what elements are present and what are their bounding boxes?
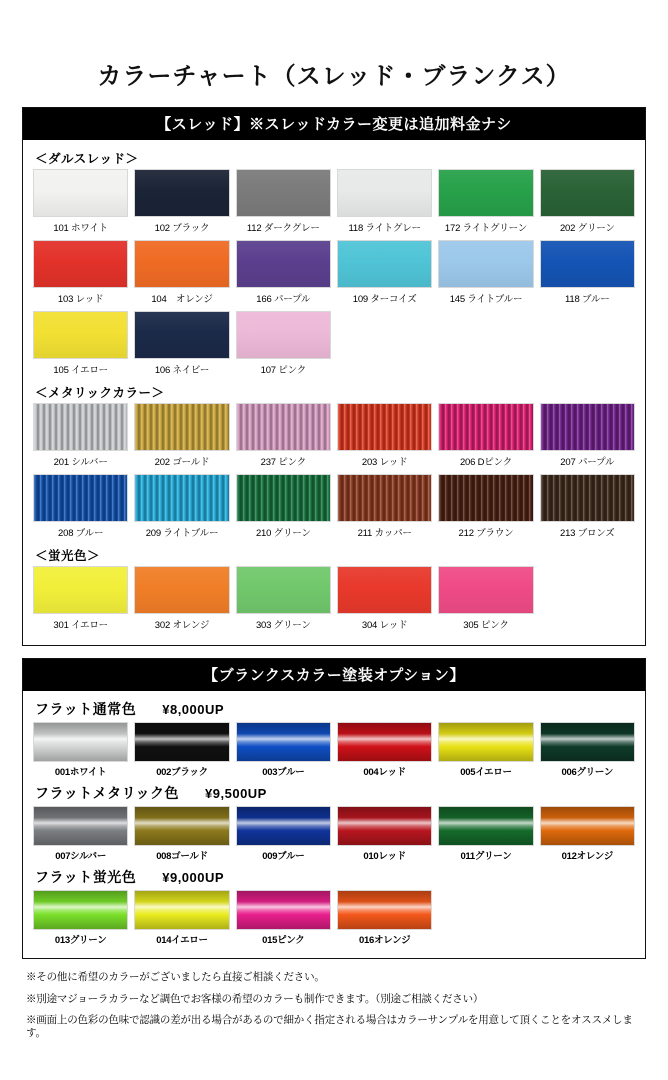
color-caption: 007シルバー — [55, 851, 107, 862]
color-caption: 304 レッド — [361, 620, 408, 631]
color-chip — [134, 240, 229, 288]
color-chip — [134, 806, 229, 846]
color-swatch — [438, 240, 533, 309]
color-swatch — [438, 474, 533, 543]
swatch-spacer — [438, 311, 533, 380]
color-caption: 004レッド — [363, 767, 406, 778]
color-chip — [134, 403, 229, 451]
color-chip — [540, 474, 635, 522]
color-chip — [236, 806, 331, 846]
color-chip — [337, 403, 432, 451]
blank-paint-section-body — [23, 691, 645, 958]
paint-group-name: フラット通常色 — [35, 701, 137, 717]
color-chip — [337, 240, 432, 288]
swatch-row — [33, 169, 635, 238]
color-caption: 010レッド — [363, 851, 406, 862]
color-caption: 210 グリーン — [255, 528, 311, 539]
color-caption: 209 ライトブルー — [145, 528, 219, 539]
color-swatch — [33, 566, 128, 635]
color-swatch — [337, 806, 432, 865]
color-caption: 006グリーン — [561, 767, 614, 778]
color-chip — [236, 890, 331, 930]
color-caption: 301 イエロー — [53, 620, 108, 631]
color-chip — [540, 169, 635, 217]
blank-paint-section — [22, 658, 646, 959]
color-caption: 305 ピンク — [463, 620, 509, 631]
color-chip — [540, 403, 635, 451]
color-chip — [134, 890, 229, 930]
color-caption: 107 ピンク — [260, 365, 307, 376]
color-caption: 009ブルー — [262, 851, 305, 862]
paint-swatch-row — [33, 806, 635, 865]
thread-section-header: 【スレッド】※スレッドカラー変更は追加料金ナシ — [23, 108, 645, 140]
paint-group-label — [35, 867, 635, 887]
color-chip — [337, 806, 432, 846]
group-label: ＜ダルスレッド＞ — [35, 152, 139, 166]
color-swatch — [33, 474, 128, 543]
color-chip — [134, 566, 229, 614]
color-chip — [236, 169, 331, 217]
color-chip — [438, 474, 533, 522]
color-swatch — [134, 311, 229, 380]
swatch-spacer — [540, 566, 635, 635]
color-chip — [337, 474, 432, 522]
color-caption: 008ゴールド — [156, 851, 208, 862]
color-caption: 237 ピンク — [260, 457, 307, 468]
swatch-row — [33, 403, 635, 472]
color-swatch — [540, 169, 635, 238]
color-swatch — [337, 722, 432, 781]
color-caption: 104 オレンジ — [151, 294, 213, 305]
color-chart-page — [0, 56, 668, 1080]
color-swatch — [33, 890, 128, 949]
color-chip — [540, 806, 635, 846]
paint-group-label — [35, 783, 635, 803]
color-caption: 203 レッド — [361, 457, 408, 468]
color-caption: 015ピンク — [262, 935, 305, 946]
color-swatch — [337, 403, 432, 472]
color-swatch — [236, 403, 331, 472]
color-swatch — [134, 806, 229, 865]
color-swatch — [236, 169, 331, 238]
color-swatch — [236, 806, 331, 865]
color-chip — [438, 722, 533, 762]
color-swatch — [438, 806, 533, 865]
paint-swatch-spacer — [438, 890, 533, 949]
color-caption: 012オレンジ — [561, 851, 613, 862]
color-chip — [236, 403, 331, 451]
color-caption: 105 イエロー — [53, 365, 108, 376]
color-swatch — [540, 722, 635, 781]
color-swatch — [438, 403, 533, 472]
paint-group-price: ¥9,500UP — [205, 786, 267, 801]
color-chip — [540, 240, 635, 288]
color-chip — [236, 566, 331, 614]
color-chip — [134, 722, 229, 762]
paint-group-name: フラットメタリック色 — [35, 785, 180, 801]
color-caption: 001ホワイト — [54, 767, 107, 778]
color-caption: 014イエロー — [156, 935, 208, 946]
color-caption: 212 ブラウン — [458, 528, 514, 539]
color-caption: 208 ブルー — [58, 528, 104, 539]
color-swatch — [33, 240, 128, 309]
color-caption: 166 パープル — [256, 294, 311, 305]
color-caption: 303 グリーン — [255, 620, 311, 631]
color-swatch — [438, 566, 533, 635]
color-caption: 118 ブルー — [565, 294, 610, 305]
color-swatch — [438, 169, 533, 238]
color-swatch — [236, 566, 331, 635]
blank-paint-section-header: 【ブランクスカラー塗装オプション】 — [23, 659, 645, 691]
color-swatch — [33, 403, 128, 472]
color-caption: 112 ダークグレー — [246, 223, 320, 234]
note-text: ※その他に希望のカラーがございましたら直接ご相談ください。 — [26, 971, 325, 983]
color-swatch — [236, 240, 331, 309]
color-chip — [33, 403, 128, 451]
swatch-row — [33, 311, 635, 380]
swatch-row — [33, 474, 635, 543]
color-chip — [134, 311, 229, 359]
color-swatch — [33, 806, 128, 865]
color-caption: 103 レッド — [57, 294, 104, 305]
color-swatch — [134, 722, 229, 781]
color-caption: 201 シルバー — [53, 457, 108, 468]
color-caption: 211 カッパー — [357, 528, 412, 539]
paint-swatch-row — [33, 722, 635, 781]
color-caption: 172 ライトグリーン — [444, 223, 528, 234]
color-swatch — [337, 169, 432, 238]
color-swatch — [337, 240, 432, 309]
paint-group-price: ¥8,000UP — [162, 702, 225, 717]
paint-group-price: ¥9,000UP — [162, 870, 225, 885]
thread-section-body — [23, 140, 645, 645]
color-swatch — [134, 240, 229, 309]
color-chip — [33, 311, 128, 359]
color-chip — [33, 240, 128, 288]
color-chip — [337, 169, 432, 217]
color-caption: 106 ネイビー — [154, 365, 210, 376]
color-chip — [337, 722, 432, 762]
color-chip — [438, 566, 533, 614]
color-chip — [337, 890, 432, 930]
color-chip — [438, 806, 533, 846]
color-caption: 003ブルー — [262, 767, 305, 778]
color-swatch — [134, 566, 229, 635]
color-swatch — [337, 566, 432, 635]
color-chip — [438, 169, 533, 217]
color-swatch — [236, 722, 331, 781]
color-swatch — [134, 474, 229, 543]
color-swatch — [540, 240, 635, 309]
color-swatch — [33, 311, 128, 380]
color-caption: 005イエロー — [460, 767, 512, 778]
color-chip — [540, 722, 635, 762]
notes-list — [26, 971, 642, 1039]
group-label: ＜メタリックカラー＞ — [35, 386, 165, 400]
color-chip — [134, 169, 229, 217]
color-chip — [236, 311, 331, 359]
color-chip — [33, 474, 128, 522]
color-caption: 002ブラック — [156, 767, 208, 778]
paint-swatch-spacer — [540, 890, 635, 949]
swatch-row — [33, 566, 635, 635]
color-swatch — [540, 806, 635, 865]
color-caption: 145 ライトブルー — [449, 294, 523, 305]
color-swatch — [134, 169, 229, 238]
color-swatch — [134, 890, 229, 949]
color-caption: 102 ブラック — [154, 223, 210, 234]
color-chip — [33, 806, 128, 846]
color-chip — [236, 722, 331, 762]
color-swatch — [540, 474, 635, 543]
color-chip — [33, 890, 128, 930]
color-swatch — [236, 474, 331, 543]
color-chip — [236, 474, 331, 522]
color-swatch — [134, 403, 229, 472]
color-caption: 013グリーン — [54, 935, 107, 946]
color-caption: 101 ホワイト — [53, 223, 108, 234]
color-caption: 207 パープル — [560, 457, 615, 468]
group-label: ＜蛍光色＞ — [35, 549, 101, 563]
color-chip — [438, 403, 533, 451]
swatch-row — [33, 240, 635, 309]
color-swatch — [236, 890, 331, 949]
color-caption: 011グリーン — [460, 851, 512, 862]
color-caption: 202 ゴールド — [154, 457, 210, 468]
color-chip — [33, 722, 128, 762]
paint-swatch-row — [33, 890, 635, 949]
note-text: ※別途マジョーラカラーなど調色でお客様の希望のカラーも制作できます。（別途ご相談ください） — [26, 992, 484, 1005]
color-caption: 109 ターコイズ — [352, 294, 417, 305]
swatch-spacer — [337, 311, 432, 380]
color-swatch — [236, 311, 331, 380]
color-chip — [438, 240, 533, 288]
color-chip — [236, 240, 331, 288]
color-caption: 206 Dピンク — [459, 457, 512, 468]
color-swatch — [337, 474, 432, 543]
page-title: カラーチャート（スレッド・ブランクス） — [97, 63, 571, 90]
color-caption: 213 ブロンズ — [560, 528, 615, 539]
color-swatch — [33, 169, 128, 238]
paint-group-label — [35, 699, 635, 719]
color-chip — [33, 169, 128, 217]
color-chip — [134, 474, 229, 522]
color-swatch — [337, 890, 432, 949]
color-chip — [33, 566, 128, 614]
note-text: ※画面上の色彩の色味で認識の差が出る場合があるので細かく指定される場合はカラーサンプルを用意して頂くことをオススメします。 — [26, 1014, 633, 1039]
color-caption: 118 ライトグレー — [348, 223, 421, 234]
color-swatch — [438, 722, 533, 781]
color-caption: 302 オレンジ — [154, 620, 210, 631]
color-swatch — [540, 403, 635, 472]
color-caption: 016オレンジ — [359, 935, 411, 946]
color-caption: 202 グリーン — [559, 223, 615, 234]
color-swatch — [33, 722, 128, 781]
paint-group-name: フラット蛍光色 — [35, 869, 137, 885]
color-chip — [337, 566, 432, 614]
swatch-spacer — [540, 311, 635, 380]
thread-section — [22, 107, 646, 646]
